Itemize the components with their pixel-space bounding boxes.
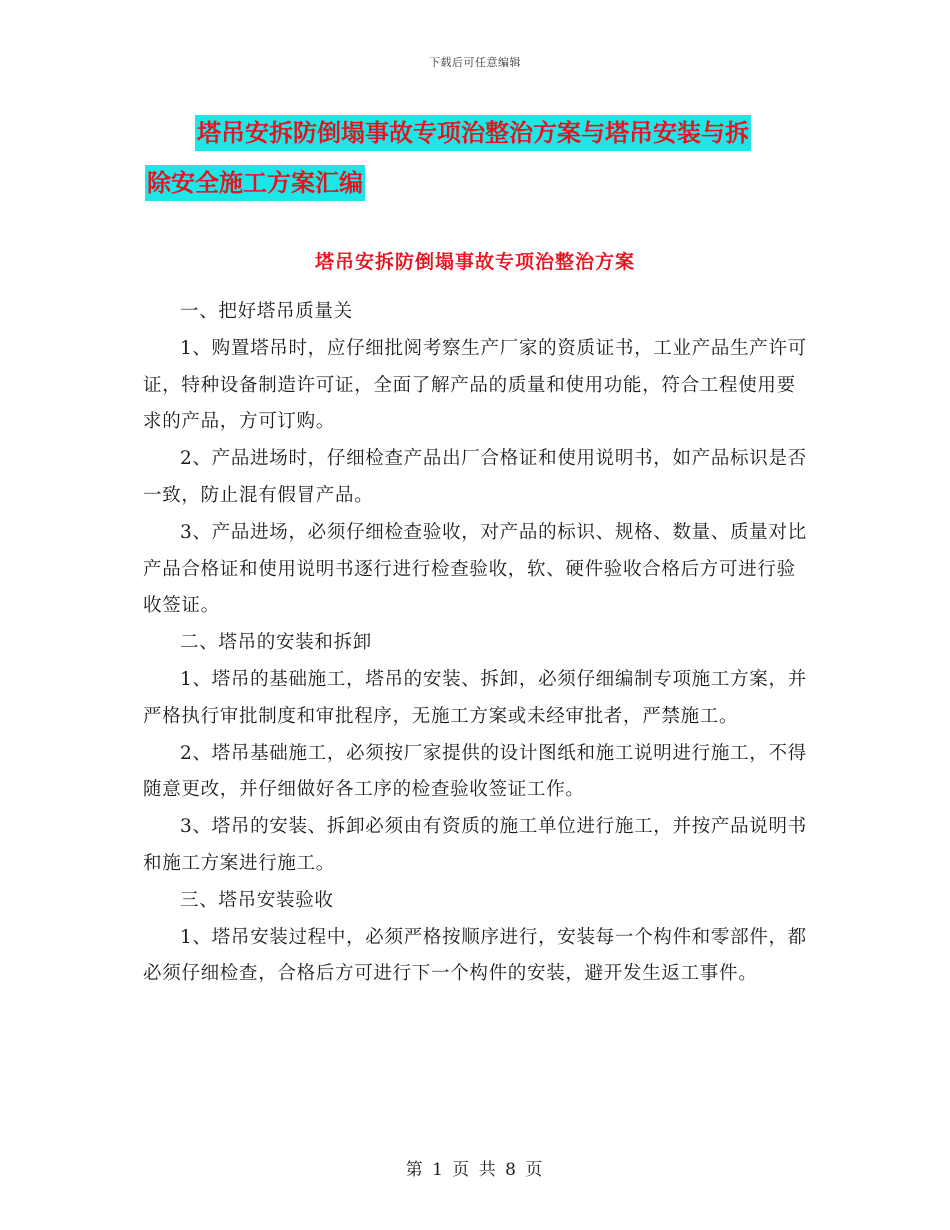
section-title: 塔吊安拆防倒塌事故专项治整治方案	[314, 251, 635, 273]
paragraph: 3、产品进场，必须仔细检查验收，对产品的标识、规格、数量、质量对比产品合格证和使用说明书逐行进行检查验收，软、硬件验收合格后方可进行验收签证。	[143, 521, 807, 617]
paragraph: 1、塔吊的基础施工，塔吊的安装、拆卸，必须仔细编制专项施工方案，并严格执行审批制度和审批程序，无施工方案或未经审批者，严禁施工。	[143, 668, 807, 727]
heading-install-dismantle: 二、塔吊的安装和拆卸	[180, 632, 373, 654]
document-body	[143, 294, 813, 993]
paragraph: 1、购置塔吊时，应仔细批阅考察生产厂家的资质证书，工业产品生产许可证，特种设备制造许可证，全面了解产品的质量和使用功能，符合工程使用要求的产品，方可订购。	[143, 337, 807, 433]
paragraph: 3、塔吊的安装、拆卸必须由有资质的施工单位进行施工，并按产品说明书和施工方案进行施工。	[143, 816, 807, 874]
heading-quality-control: 一、把好塔吊质量关	[180, 301, 353, 322]
page-footer: 第 1 页 共 8 页	[405, 1160, 545, 1180]
paragraph: 2、塔吊基础施工，必须按厂家提供的设计图纸和施工说明进行施工，不得随意更改，并仔细做好各工序的检查验收签证工作。	[143, 742, 807, 801]
paragraph: 2、产品进场时，仔细检查产品出厂合格证和使用说明书，如产品标识是否一致，防止混有假冒产品。	[143, 448, 807, 506]
heading-install-acceptance: 三、塔吊安装验收	[180, 889, 334, 911]
title-line-1: 塔吊安拆防倒塌事故专项治整治方案与塔吊安装与拆	[195, 115, 751, 151]
paragraph: 1、塔吊安装过程中，必须严格按顺序进行，安装每一个构件和零部件，都必须仔细检查，合格后方可进行下一个构件的安装，避开发生返工事件。	[143, 926, 807, 985]
title-line-2: 除安全施工方案汇编	[145, 165, 365, 201]
document-title	[145, 108, 815, 208]
header-note: 下载后可任意编辑	[429, 56, 521, 69]
